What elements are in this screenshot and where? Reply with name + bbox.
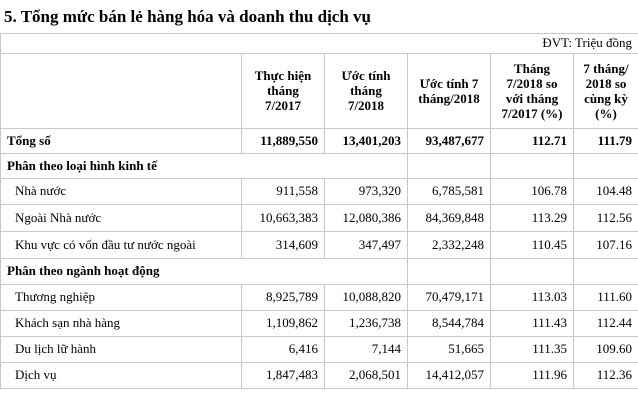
cell: 6,416 — [242, 336, 325, 362]
row-label: Nhà nước — [1, 178, 242, 204]
row-label: Dịch vụ — [1, 362, 242, 388]
unit-label: ĐVT: Triệu đồng — [491, 33, 638, 53]
unit-row — [1, 33, 638, 53]
cell: 113.29 — [491, 204, 574, 231]
cell: 93,487,677 — [408, 128, 491, 153]
cell: 347,497 — [325, 231, 408, 258]
cell: 112.36 — [574, 362, 638, 388]
cell: 10,088,820 — [325, 284, 408, 310]
cell: 13,401,203 — [325, 128, 408, 153]
section-label: Phân theo ngành hoạt động — [1, 258, 325, 284]
header-actual-jul-2017: Thực hiện tháng 7/2017 — [242, 53, 325, 128]
cell: 7,144 — [325, 336, 408, 362]
cell: 14,412,057 — [408, 362, 491, 388]
cell: 110.45 — [491, 231, 574, 258]
row-label: Thương nghiệp — [1, 284, 242, 310]
cell: 8,925,789 — [242, 284, 325, 310]
cell: 112.44 — [574, 310, 638, 336]
header-row — [1, 53, 638, 128]
cell: 51,665 — [408, 336, 491, 362]
cell: 1,847,483 — [242, 362, 325, 388]
cell: 1,109,862 — [242, 310, 325, 336]
header-7m-vs-same: 7 tháng/ 2018 so cùng kỳ (%) — [574, 53, 638, 128]
cell: 70,479,171 — [408, 284, 491, 310]
header-est-7m-2018: Ước tính 7 tháng/2018 — [408, 53, 491, 128]
cell: 8,544,784 — [408, 310, 491, 336]
table-row — [1, 178, 638, 204]
cell: 10,663,383 — [242, 204, 325, 231]
cell: 2,068,501 — [325, 362, 408, 388]
cell: 6,785,581 — [408, 178, 491, 204]
row-label: Khu vực có vốn đầu tư nước ngoài — [1, 231, 242, 258]
cell: 106.78 — [491, 178, 574, 204]
header-jul-vs-jul: Tháng 7/2018 so với tháng 7/2017 (%) — [491, 53, 574, 128]
total-label: Tổng số — [1, 128, 242, 153]
cell: 1,236,738 — [325, 310, 408, 336]
cell: 107.16 — [574, 231, 638, 258]
row-label: Khách sạn nhà hàng — [1, 310, 242, 336]
cell: 111.96 — [491, 362, 574, 388]
cell: 973,320 — [325, 178, 408, 204]
cell: 111.79 — [574, 128, 638, 153]
table-row — [1, 284, 638, 310]
table-title: 5. Tổng mức bán lẻ hàng hóa và doanh thu dịch vụ — [4, 7, 372, 26]
cell: 104.48 — [574, 178, 638, 204]
table-row — [1, 231, 638, 258]
row-label: Ngoài Nhà nước — [1, 204, 242, 231]
cell: 112.71 — [491, 128, 574, 153]
cell: 112.56 — [574, 204, 638, 231]
cell: 109.60 — [574, 336, 638, 362]
cell: 111.60 — [574, 284, 638, 310]
cell: 12,080,386 — [325, 204, 408, 231]
total-row — [1, 128, 638, 153]
cell: 2,332,248 — [408, 231, 491, 258]
cell: 111.35 — [491, 336, 574, 362]
cell: 314,609 — [242, 231, 325, 258]
section-row — [1, 258, 638, 284]
table-row — [1, 204, 638, 231]
row-label: Du lịch lữ hành — [1, 336, 242, 362]
table-row — [1, 336, 638, 362]
header-est-jul-2018: Ước tính tháng 7/2018 — [325, 53, 408, 128]
cell: 113.03 — [491, 284, 574, 310]
cell: 84,369,848 — [408, 204, 491, 231]
table-row — [1, 310, 638, 336]
cell: 111.43 — [491, 310, 574, 336]
section-label: Phân theo loại hình kinh tế — [1, 153, 325, 178]
cell: 11,889,550 — [242, 128, 325, 153]
cell: 911,558 — [242, 178, 325, 204]
table-row — [1, 362, 638, 388]
section-row — [1, 153, 638, 178]
